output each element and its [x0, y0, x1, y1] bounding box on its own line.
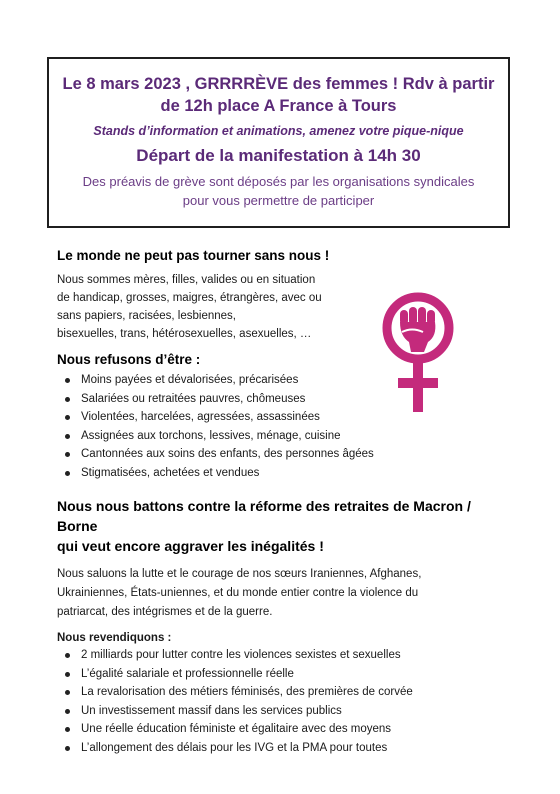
- text-line: Nous saluons la lutte et le courage de nos sœurs Iraniennes, Afghanes,: [57, 568, 422, 580]
- list-item: Assignées aux torchons, lessives, ménage, cuisine: [65, 427, 507, 446]
- event-title: [49, 73, 508, 117]
- bullet-icon: [65, 471, 70, 476]
- bullet-icon: [65, 452, 70, 457]
- text-line: bisexuelles, trans, hétérosexuelles, asexuelles, …: [57, 328, 312, 340]
- strike-notice: [49, 172, 508, 210]
- section-world-title: Le monde ne peut pas tourner sans nous !: [57, 248, 330, 263]
- list-item: L’allongement des délais pour les IVG et la PMA pour toutes: [65, 739, 507, 758]
- list-item: Une réelle éducation féministe et égalitaire avec des moyens: [65, 720, 507, 739]
- text-line: Nous sommes mères, filles, valides ou en situation: [57, 274, 316, 286]
- list-item: Stigmatisées, achetées et vendues: [65, 464, 507, 483]
- departure-info: Départ de la manifestation à 14h 30: [136, 146, 421, 165]
- bullet-icon: [65, 434, 70, 439]
- bullet-icon: [65, 378, 70, 383]
- bullet-icon: [65, 690, 70, 695]
- event-title-line1: Le 8 mars 2023 , GRRRRÈVE des femmes ! Rdv à partir: [62, 75, 495, 93]
- bullet-icon: [65, 709, 70, 714]
- text-line: patriarcat, des intégrismes et de la guerre.: [57, 606, 273, 618]
- list-item: Un investissement massif dans les services publics: [65, 702, 507, 721]
- bullet-icon: [65, 397, 70, 402]
- list-item: Salariées ou retraitées pauvres, chômeuses: [65, 390, 507, 409]
- refuse-list: [65, 371, 507, 482]
- section-fight-title: [57, 496, 507, 556]
- text-line: de handicap, grosses, maigres, étrangères, avec ou: [57, 292, 322, 304]
- bullet-icon: [65, 653, 70, 658]
- list-item: La revalorisation des métiers féminisés, des premières de corvée: [65, 683, 507, 702]
- list-item: Moins payées et dévalorisées, précarisées: [65, 371, 507, 390]
- list-item: 2 milliards pour lutter contre les violences sexistes et sexuelles: [65, 646, 507, 665]
- main-content: [57, 248, 507, 757]
- text-line: sans papiers, racisées, lesbiennes,: [57, 310, 236, 322]
- demands-list: [65, 646, 507, 757]
- bullet-icon: [65, 746, 70, 751]
- bullet-icon: [65, 727, 70, 732]
- list-item: Cantonnées aux soins des enfants, des personnes âgées: [65, 445, 507, 464]
- section-refuse-title: Nous refusons d’être :: [57, 352, 201, 367]
- event-header-box: [47, 57, 510, 228]
- stands-info: Stands d’information et animations, amenez votre pique-nique: [93, 124, 464, 138]
- bullet-icon: [65, 672, 70, 677]
- section-world-text: [57, 271, 507, 343]
- text-line: Ukrainiennes, États-uniennes, et du monde entier contre la violence du: [57, 587, 419, 599]
- list-item: Violentées, harcelées, agressées, assassinées: [65, 408, 507, 427]
- section-fight-text: [57, 565, 507, 622]
- section-fight-title-line2: qui veut encore aggraver les inégalités !: [57, 538, 324, 554]
- section-fight-title-line1: Nous nous battons contre la réforme des retraites de Macron / Borne: [57, 498, 471, 534]
- strike-notice-line1: Des préavis de grève sont déposés par les organisations syndicales: [82, 174, 475, 189]
- strike-notice-line2: pour vous permettre de participer: [182, 193, 375, 208]
- demands-title: Nous revendiquons :: [57, 632, 172, 644]
- list-item: L’égalité salariale et professionnelle réelle: [65, 665, 507, 684]
- bullet-icon: [65, 415, 70, 420]
- event-title-line2: de 12h place A France à Tours: [160, 97, 397, 115]
